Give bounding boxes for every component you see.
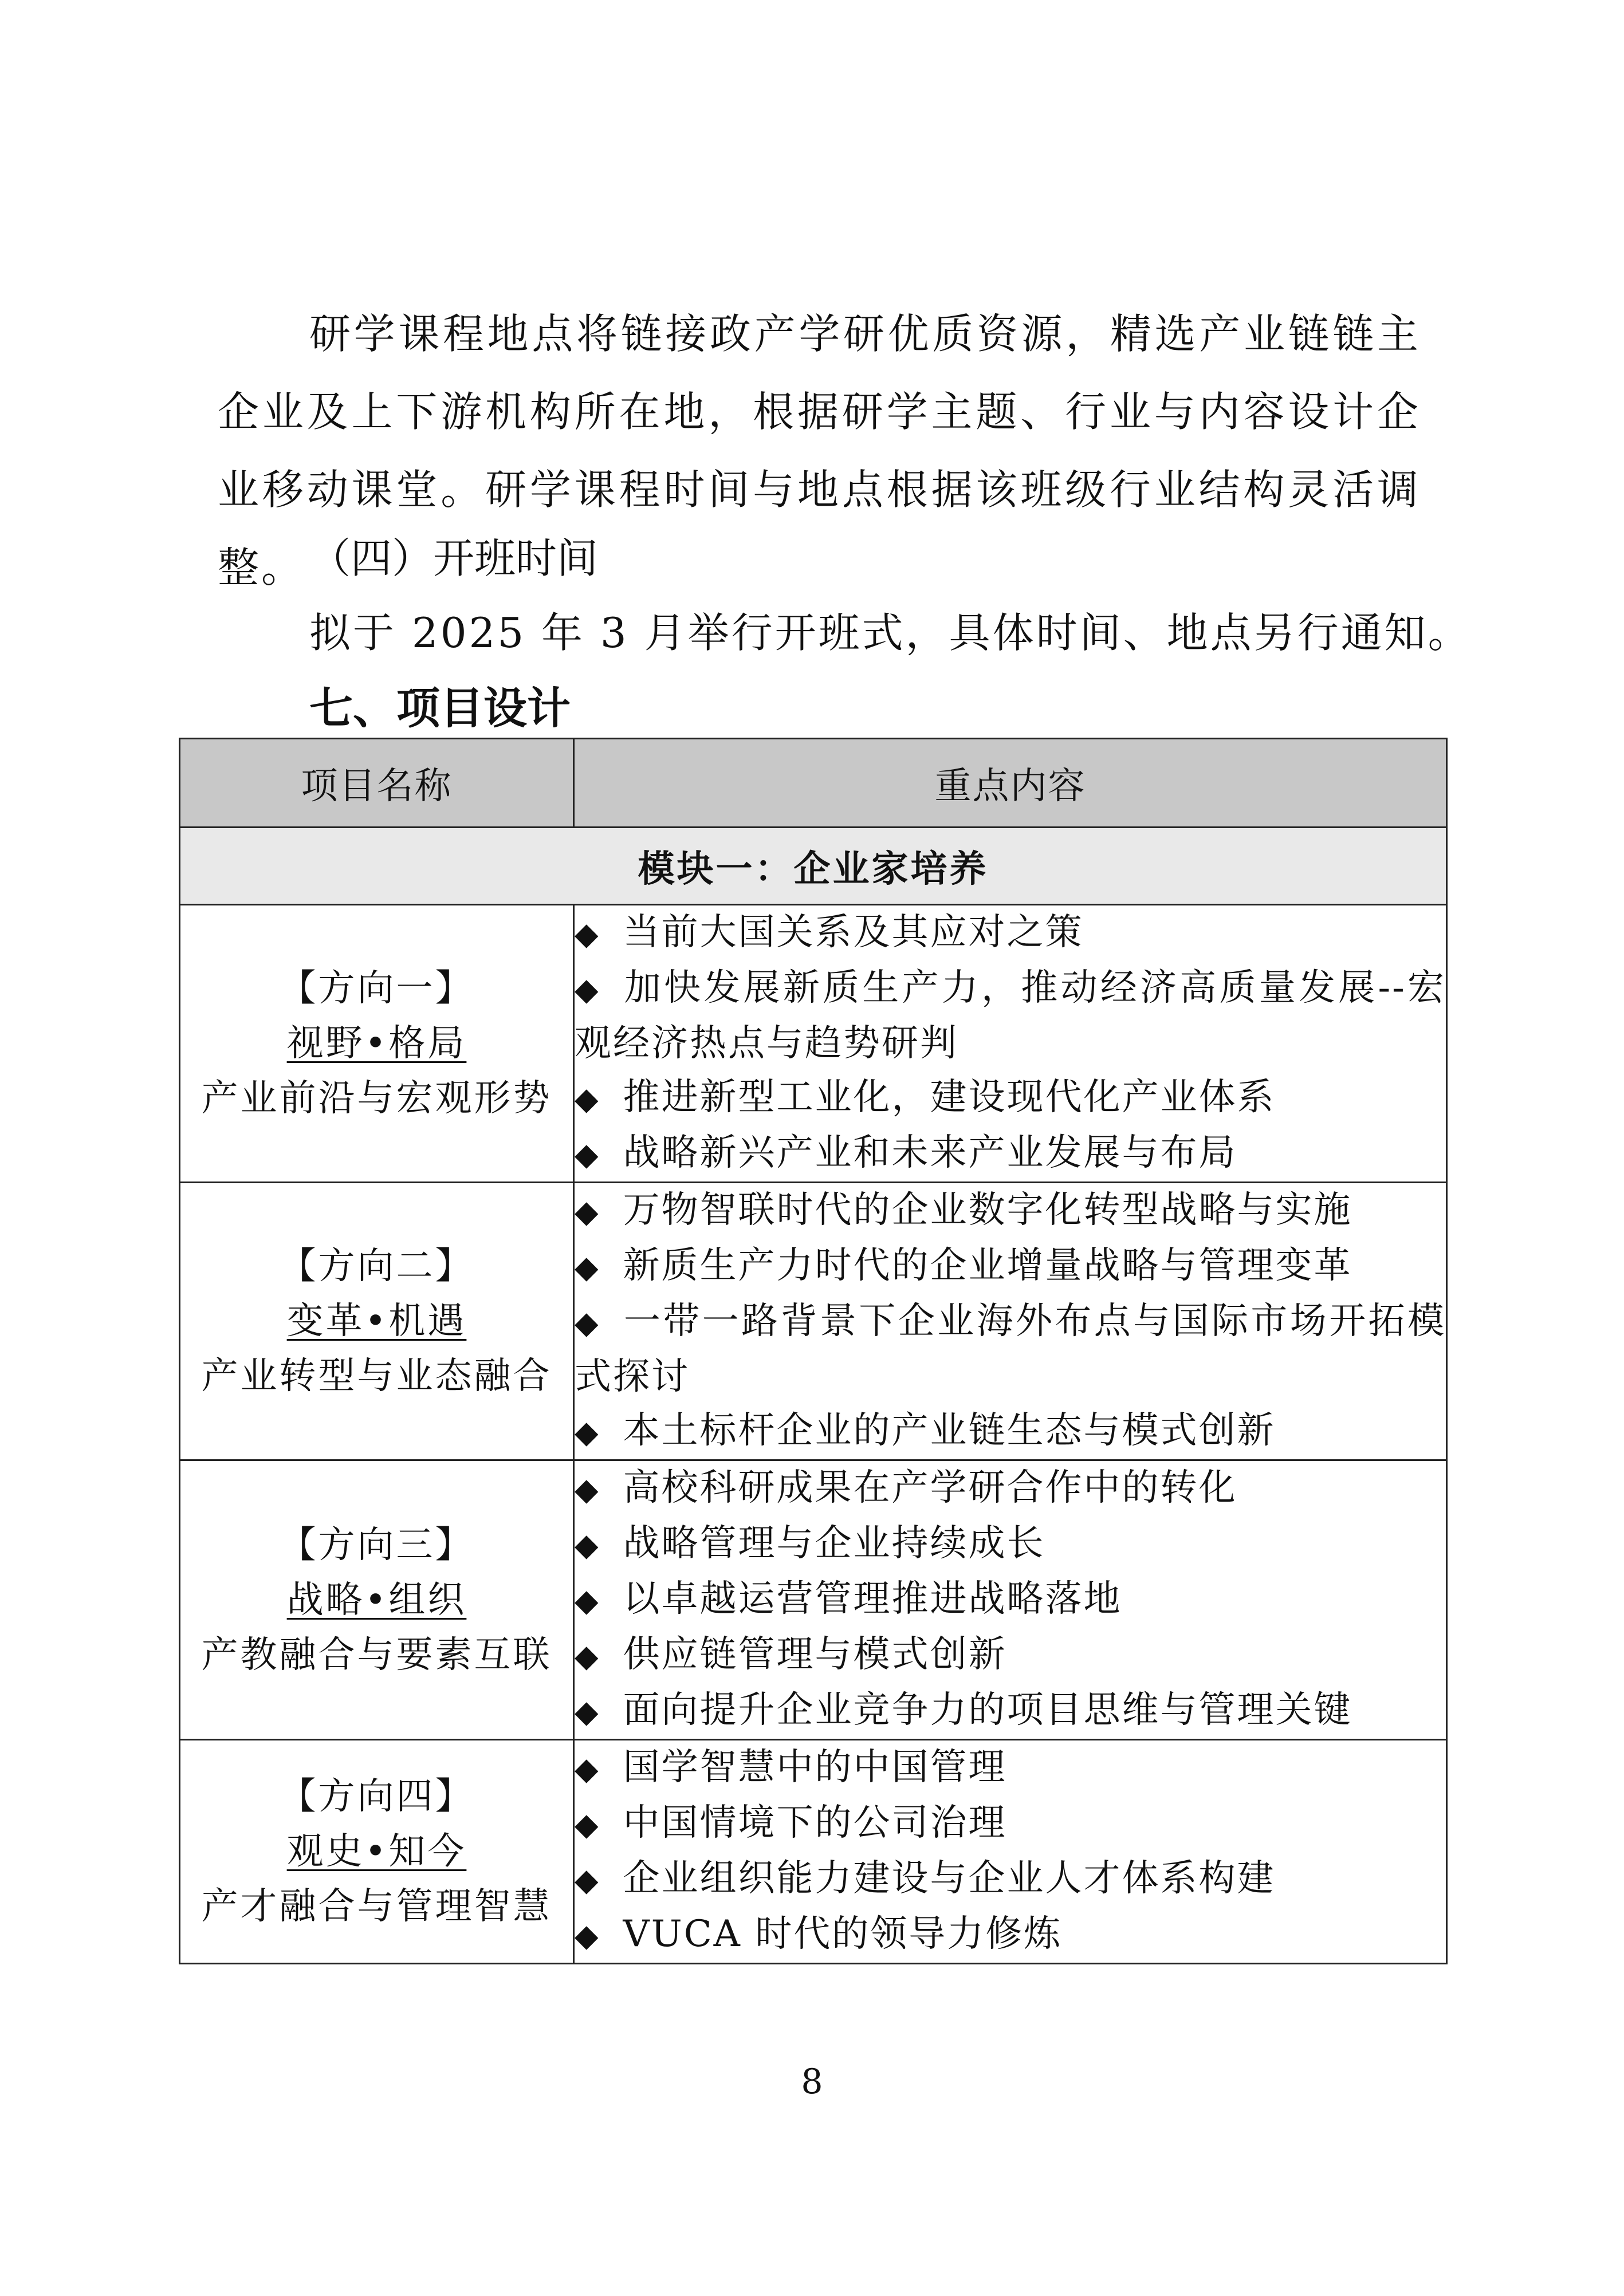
module-title: 模块一：企业家培养	[180, 828, 1447, 905]
diamond-bullet-icon: ◆	[575, 1862, 600, 1898]
content-list	[575, 1740, 1446, 1963]
table-header-row	[180, 739, 1447, 828]
direction-title: 战略•组织	[286, 1578, 467, 1621]
diamond-bullet-icon: ◆	[575, 1471, 600, 1507]
direction-cell	[180, 1183, 574, 1460]
diamond-bullet-icon: ◆	[575, 1249, 600, 1285]
list-item-text: 高校科研成果在产学研合作中的转化	[623, 1467, 1237, 1509]
table-row	[180, 1183, 1447, 1460]
diamond-bullet-icon: ◆	[575, 1414, 600, 1450]
diamond-bullet-icon: ◆	[575, 1081, 600, 1117]
direction-label: 【方向一】	[279, 967, 474, 1010]
content-list	[575, 1461, 1446, 1739]
list-item-text: 供应链管理与模式创新	[623, 1633, 1007, 1676]
list-item-text: 加快发展新质生产力，推动经济高质量发展--宏观经济热点与趋势研判	[575, 967, 1446, 1065]
list-item	[575, 1740, 1446, 1796]
list-item	[575, 1404, 1446, 1459]
direction-cell	[180, 905, 574, 1183]
list-item	[575, 961, 1446, 1070]
direction-cell	[180, 1740, 574, 1964]
diamond-bullet-icon: ◆	[575, 1917, 600, 1954]
opening-time-heading: （四）开班时间	[309, 534, 599, 582]
diamond-bullet-icon: ◆	[575, 1582, 600, 1618]
list-item-text: VUCA 时代的领导力修炼	[623, 1913, 1063, 1955]
list-item	[575, 1683, 1446, 1739]
list-item	[575, 1572, 1446, 1628]
diamond-bullet-icon: ◆	[575, 1527, 600, 1563]
page-number: 8	[801, 2062, 823, 2102]
header-key-content: 重点内容	[574, 739, 1447, 828]
diamond-bullet-icon: ◆	[575, 1694, 600, 1730]
content-cell	[574, 1740, 1447, 1964]
list-item	[575, 905, 1446, 961]
module-row	[180, 828, 1447, 905]
list-item-text: 推进新型工业化，建设现代化产业体系	[623, 1076, 1276, 1119]
table-row	[180, 905, 1447, 1183]
list-item	[575, 1796, 1446, 1852]
content-cell	[574, 1460, 1447, 1740]
list-item	[575, 1183, 1446, 1239]
list-item-text: 一带一路背景下企业海外布点与国际市场开拓模式探讨	[575, 1300, 1446, 1398]
list-item-text: 战略管理与企业持续成长	[623, 1522, 1045, 1565]
list-item	[575, 1239, 1446, 1294]
list-item-text: 当前大国关系及其应对之策	[623, 911, 1084, 954]
project-design-table	[179, 738, 1448, 1964]
diamond-bullet-icon: ◆	[575, 1751, 600, 1787]
direction-title: 观史•知今	[286, 1830, 467, 1873]
list-item-text: 本土标杆企业的产业链生态与模式创新	[623, 1409, 1276, 1452]
direction-label: 【方向二】	[279, 1245, 474, 1287]
content-cell	[574, 1183, 1447, 1460]
list-item	[575, 1070, 1446, 1126]
diamond-bullet-icon: ◆	[575, 1305, 601, 1341]
list-item	[575, 1628, 1446, 1683]
list-item	[575, 1126, 1446, 1182]
opening-time-text: 拟于 2025 年 3 月举行开班式，具体时间、地点另行通知。	[309, 609, 1472, 657]
list-item-text: 战略新兴产业和未来产业发展与布局	[623, 1132, 1237, 1174]
direction-cell	[180, 1460, 574, 1740]
list-item-text: 新质生产力时代的企业增量战略与管理变革	[623, 1245, 1352, 1287]
direction-subtitle: 产业前沿与宏观形势	[201, 1077, 552, 1120]
content-list	[575, 1183, 1446, 1459]
list-item-text: 国学智慧中的中国管理	[623, 1746, 1007, 1789]
diamond-bullet-icon: ◆	[575, 1194, 600, 1230]
diamond-bullet-icon: ◆	[575, 1136, 600, 1172]
diamond-bullet-icon: ◆	[575, 916, 600, 952]
table-row	[180, 1460, 1447, 1740]
list-item-text: 企业组织能力建设与企业人才体系构建	[623, 1857, 1276, 1900]
direction-subtitle: 产才融合与管理智慧	[201, 1885, 552, 1928]
list-item-text: 面向提升企业竞争力的项目思维与管理关键	[623, 1689, 1352, 1731]
list-item-text: 中国情境下的公司治理	[623, 1802, 1007, 1844]
direction-subtitle: 产业转型与业态融合	[201, 1355, 552, 1397]
intro-paragraph: 研学课程地点将链接政产学研优质资源，精选产业链链主企业及上下游机构所在地，根据研学主题、行业与内容设计企业移动课堂。研学课程时间与地点根据该班级行业结构灵活调整。	[218, 310, 1421, 592]
direction-subtitle: 产教融合与要素互联	[201, 1633, 552, 1676]
diamond-bullet-icon: ◆	[575, 1638, 600, 1674]
diamond-bullet-icon: ◆	[575, 971, 601, 1007]
direction-title: 视野•格局	[286, 1022, 467, 1065]
header-project-name: 项目名称	[180, 739, 574, 828]
direction-title: 变革•机遇	[286, 1300, 467, 1342]
content-list	[575, 905, 1446, 1182]
list-item-text: 万物智联时代的企业数字化转型战略与实施	[623, 1189, 1352, 1231]
list-item	[575, 1517, 1446, 1572]
content-cell	[574, 905, 1447, 1183]
list-item	[575, 1852, 1446, 1907]
diamond-bullet-icon: ◆	[575, 1806, 600, 1842]
list-item	[575, 1461, 1446, 1517]
section-heading: 七、项目设计	[309, 683, 571, 734]
list-item-text: 以卓越运营管理推进战略落地	[623, 1578, 1122, 1620]
table-row	[180, 1740, 1447, 1964]
list-item	[575, 1294, 1446, 1404]
direction-label: 【方向四】	[279, 1775, 474, 1818]
list-item	[575, 1907, 1446, 1963]
direction-label: 【方向三】	[279, 1523, 474, 1566]
